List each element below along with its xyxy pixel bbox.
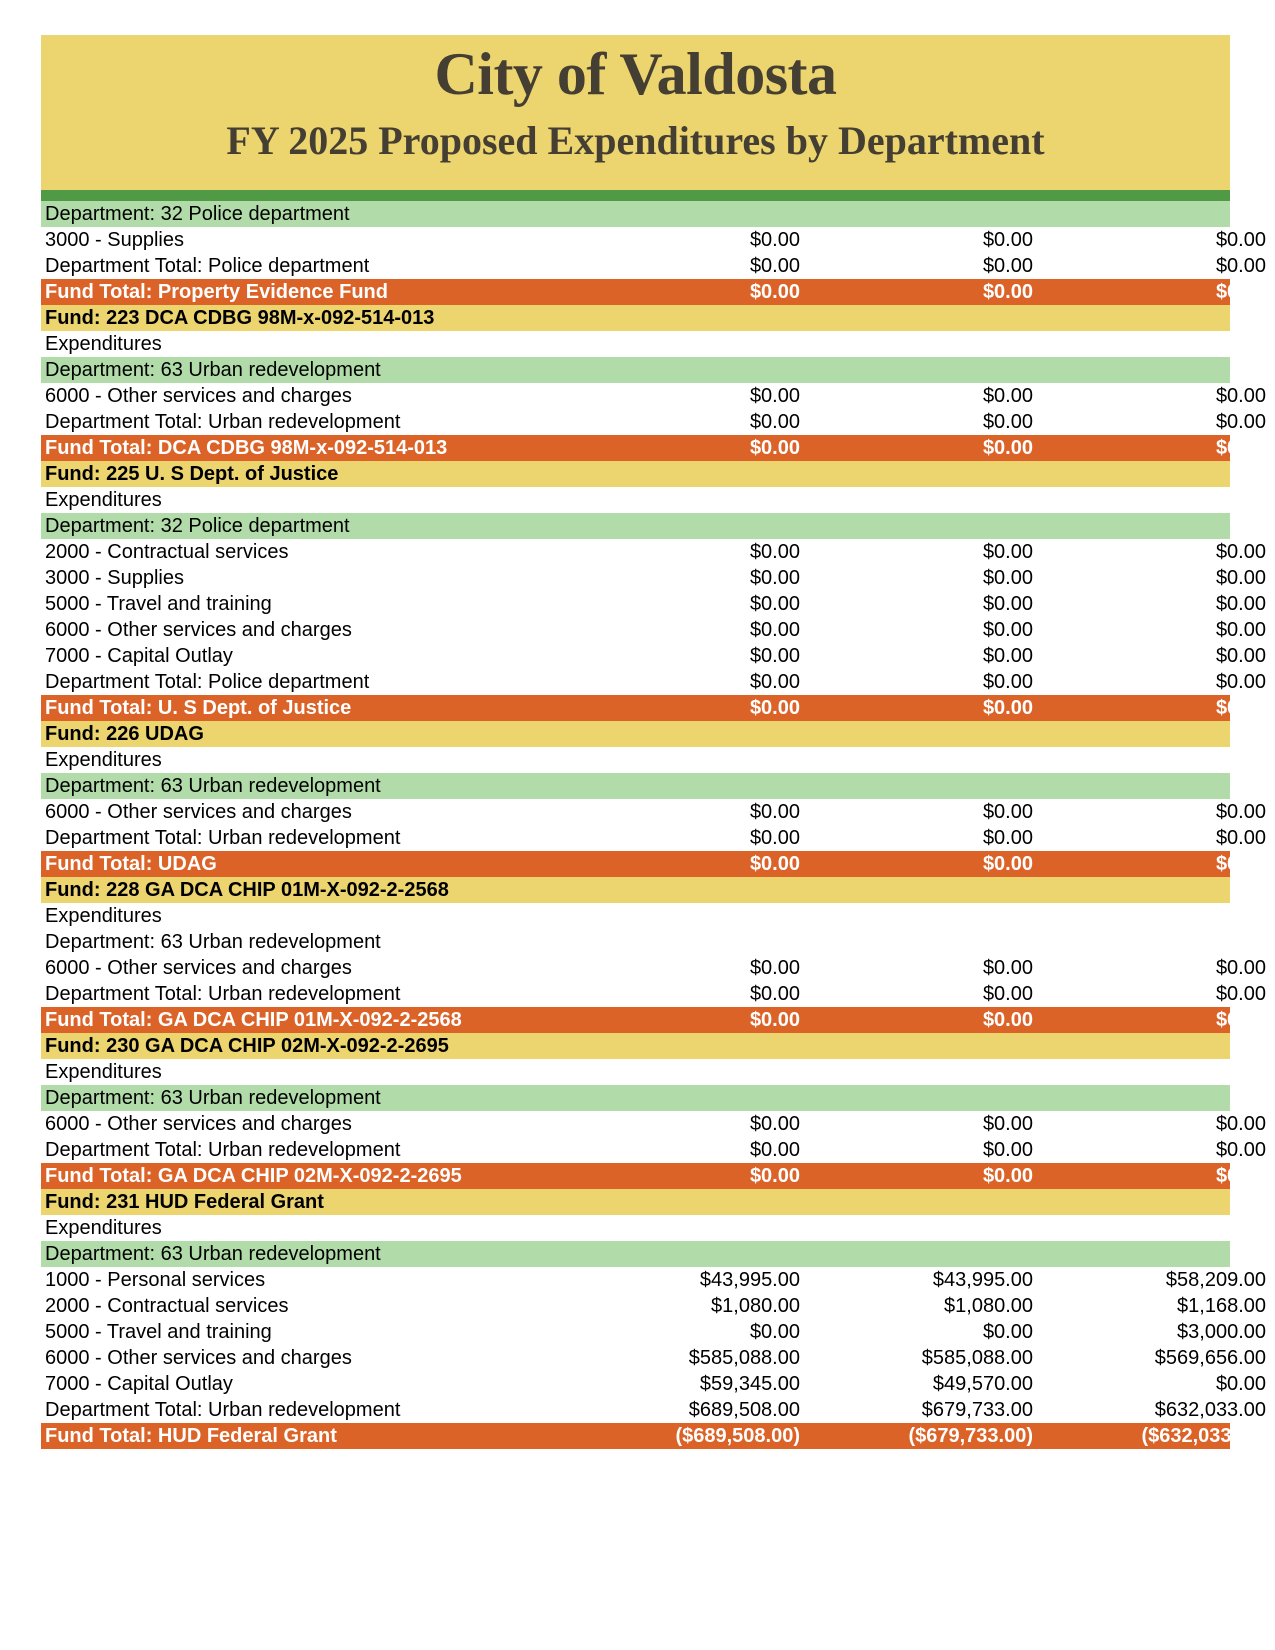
amount-col-1: $0.00 bbox=[749, 957, 800, 979]
amount-col-3: $0.00 bbox=[1215, 671, 1266, 693]
amount-col-1: $0.00 bbox=[749, 1139, 800, 1161]
section-label-row bbox=[41, 903, 1230, 929]
amount-col-1: $0.00 bbox=[749, 697, 800, 719]
amount-col-2: $0.00 bbox=[982, 567, 1033, 589]
line-item-row bbox=[41, 253, 1266, 279]
line-item-row bbox=[41, 383, 1266, 409]
amount-col-2: $0.00 bbox=[982, 229, 1033, 251]
line-item-row bbox=[41, 1267, 1266, 1293]
amount-col-2: $0.00 bbox=[982, 1139, 1033, 1161]
amount-col-1: $0.00 bbox=[749, 593, 800, 615]
amount-col-1: $0.00 bbox=[749, 853, 800, 875]
amount-col-2: $0.00 bbox=[982, 697, 1033, 719]
fund-row bbox=[41, 1033, 1230, 1059]
amount-col-3: $0.00 bbox=[1215, 255, 1266, 277]
row-label: Department: 32 Police department bbox=[45, 203, 350, 225]
section-label-row bbox=[41, 487, 1230, 513]
amount-col-2: $0.00 bbox=[982, 437, 1033, 459]
page-subtitle: FY 2025 Proposed Expenditures by Department bbox=[226, 118, 1045, 163]
row-label: Department Total: Urban redevelopment bbox=[45, 411, 401, 433]
amount-col-3: $0.00 bbox=[1215, 1113, 1266, 1135]
amount-col-1: $0.00 bbox=[749, 567, 800, 589]
row-label: Expenditures bbox=[45, 749, 162, 771]
row-label: Department Total: Police department bbox=[45, 671, 370, 693]
fund-row bbox=[41, 1189, 1230, 1215]
amount-col-1: $0.00 bbox=[749, 281, 800, 303]
amount-col-2: $585,088.00 bbox=[921, 1347, 1033, 1369]
section-label-row bbox=[41, 929, 1230, 955]
amount-col-1: $0.00 bbox=[749, 619, 800, 641]
line-item-row bbox=[41, 591, 1266, 617]
fund-total-row bbox=[41, 851, 1266, 877]
amount-col-1: $0.00 bbox=[749, 1009, 800, 1031]
amount-col-3: $0.00 bbox=[1215, 801, 1266, 823]
row-label: Department: 32 Police department bbox=[45, 515, 350, 537]
row-label: Department Total: Urban redevelopment bbox=[45, 983, 401, 1005]
amount-col-2: $0.00 bbox=[982, 255, 1033, 277]
department-row bbox=[41, 357, 1230, 383]
amount-col-2: $43,995.00 bbox=[932, 1269, 1033, 1291]
amount-col-2: $1,080.00 bbox=[944, 1295, 1033, 1317]
amount-col-1: $0.00 bbox=[749, 827, 800, 849]
row-label: 6000 - Other services and charges bbox=[45, 957, 352, 979]
amount-col-3: $0.00 bbox=[1215, 1139, 1266, 1161]
department-row bbox=[41, 513, 1230, 539]
amount-col-2: $0.00 bbox=[982, 281, 1033, 303]
row-label: Department Total: Urban redevelopment bbox=[45, 1399, 401, 1421]
amount-col-1: $0.00 bbox=[749, 983, 800, 1005]
amount-col-3: $0.00 bbox=[1215, 229, 1266, 251]
amount-col-3: $0.00 bbox=[1215, 567, 1266, 589]
amount-col-1: $0.00 bbox=[749, 671, 800, 693]
amount-col-3: $0.00 bbox=[1215, 957, 1266, 979]
fund-total-row bbox=[41, 695, 1266, 721]
line-item-row bbox=[41, 565, 1266, 591]
row-label: Fund Total: DCA CDBG 98M-x-092-514-013 bbox=[45, 437, 448, 459]
amount-col-2: $0.00 bbox=[982, 827, 1033, 849]
header-divider bbox=[41, 190, 1230, 201]
row-label: 3000 - Supplies bbox=[45, 229, 184, 251]
row-label: Fund: 225 U. S Dept. of Justice bbox=[45, 463, 339, 485]
line-item-row bbox=[41, 825, 1266, 851]
department-row bbox=[41, 1241, 1230, 1267]
amount-col-2: $679,733.00 bbox=[921, 1399, 1033, 1421]
row-label: Fund Total: U. S Dept. of Justice bbox=[45, 697, 352, 719]
amount-col-1: $0.00 bbox=[749, 541, 800, 563]
row-label: 6000 - Other services and charges bbox=[45, 801, 352, 823]
line-item-row bbox=[41, 227, 1266, 253]
row-label: Fund Total: Property Evidence Fund bbox=[45, 281, 388, 303]
amount-col-1: $1,080.00 bbox=[711, 1295, 800, 1317]
fund-total-row bbox=[41, 1007, 1266, 1033]
row-label: Fund: 226 UDAG bbox=[45, 723, 204, 745]
row-label: 2000 - Contractual services bbox=[45, 1295, 289, 1317]
page-title: City of Valdosta bbox=[434, 41, 837, 107]
row-label: 6000 - Other services and charges bbox=[45, 619, 352, 641]
row-label: Department: 63 Urban redevelopment bbox=[45, 931, 381, 953]
row-label: Expenditures bbox=[45, 333, 162, 355]
amount-col-2: $0.00 bbox=[982, 593, 1033, 615]
row-label: Department: 63 Urban redevelopment bbox=[45, 775, 381, 797]
fund-total-row bbox=[41, 435, 1266, 461]
amount-col-1: $0.00 bbox=[749, 229, 800, 251]
amount-col-2: $0.00 bbox=[982, 801, 1033, 823]
line-item-row bbox=[41, 1319, 1266, 1345]
amount-col-3: ($632,033.00) bbox=[1141, 1425, 1266, 1447]
amount-col-1: $0.00 bbox=[749, 1113, 800, 1135]
row-label: Fund Total: GA DCA CHIP 02M-X-092-2-2695 bbox=[45, 1165, 462, 1187]
row-label: Fund Total: GA DCA CHIP 01M-X-092-2-2568 bbox=[45, 1009, 462, 1031]
fund-total-row bbox=[41, 1163, 1266, 1189]
fund-row bbox=[41, 461, 1230, 487]
amount-col-3: $0.00 bbox=[1215, 593, 1266, 615]
line-item-row bbox=[41, 1345, 1266, 1371]
section-label-row bbox=[41, 331, 1230, 357]
department-row bbox=[41, 1085, 1230, 1111]
amount-col-2: $0.00 bbox=[982, 385, 1033, 407]
row-label: 6000 - Other services and charges bbox=[45, 1347, 352, 1369]
row-label: Department: 63 Urban redevelopment bbox=[45, 1243, 381, 1265]
amount-col-3: $0.00 bbox=[1215, 697, 1266, 719]
amount-col-1: $689,508.00 bbox=[688, 1399, 800, 1421]
amount-col-3: $0.00 bbox=[1215, 827, 1266, 849]
row-label: 3000 - Supplies bbox=[45, 567, 184, 589]
amount-col-3: $0.00 bbox=[1215, 541, 1266, 563]
row-label: 6000 - Other services and charges bbox=[45, 385, 352, 407]
amount-col-3: $0.00 bbox=[1215, 853, 1266, 875]
amount-col-1: $43,995.00 bbox=[699, 1269, 800, 1291]
fund-total-row bbox=[41, 279, 1266, 305]
amount-col-1: $0.00 bbox=[749, 385, 800, 407]
amount-col-3: $0.00 bbox=[1215, 437, 1266, 459]
amount-col-3: $0.00 bbox=[1215, 411, 1266, 433]
amount-col-3: $0.00 bbox=[1215, 1165, 1266, 1187]
amount-col-2: $0.00 bbox=[982, 957, 1033, 979]
row-label: Fund: 230 GA DCA CHIP 02M-X-092-2-2695 bbox=[45, 1035, 449, 1057]
amount-col-2: $0.00 bbox=[982, 983, 1033, 1005]
fund-row bbox=[41, 721, 1230, 747]
amount-col-2: $49,570.00 bbox=[932, 1373, 1033, 1395]
amount-col-2: ($679,733.00) bbox=[908, 1425, 1033, 1447]
amount-col-1: $0.00 bbox=[749, 801, 800, 823]
row-label: Fund Total: UDAG bbox=[45, 853, 217, 875]
line-item-row bbox=[41, 955, 1266, 981]
line-item-row bbox=[41, 1293, 1266, 1319]
row-label: Department Total: Urban redevelopment bbox=[45, 1139, 401, 1161]
line-item-row bbox=[41, 981, 1266, 1007]
amount-col-2: $0.00 bbox=[982, 671, 1033, 693]
line-item-row bbox=[41, 539, 1266, 565]
amount-col-3: $0.00 bbox=[1215, 619, 1266, 641]
amount-col-3: $58,209.00 bbox=[1165, 1269, 1266, 1291]
row-label: Fund: 228 GA DCA CHIP 01M-X-092-2-2568 bbox=[45, 879, 449, 901]
row-label: 7000 - Capital Outlay bbox=[45, 1373, 233, 1395]
line-item-row bbox=[41, 799, 1266, 825]
section-label-row bbox=[41, 1059, 1230, 1085]
amount-col-2: $0.00 bbox=[982, 541, 1033, 563]
row-label: 1000 - Personal services bbox=[45, 1269, 266, 1291]
row-label: Fund Total: HUD Federal Grant bbox=[45, 1425, 337, 1447]
row-label: Expenditures bbox=[45, 489, 162, 511]
row-label: 5000 - Travel and training bbox=[45, 593, 272, 615]
amount-col-3: $0.00 bbox=[1215, 1373, 1266, 1395]
amount-col-3: $632,033.00 bbox=[1154, 1399, 1266, 1421]
row-label: 7000 - Capital Outlay bbox=[45, 645, 233, 667]
line-item-row bbox=[41, 1397, 1266, 1423]
fund-row bbox=[41, 877, 1230, 903]
amount-col-1: $0.00 bbox=[749, 437, 800, 459]
section-label-row bbox=[41, 1215, 1230, 1241]
amount-col-3: $3,000.00 bbox=[1177, 1321, 1266, 1343]
line-item-row bbox=[41, 643, 1266, 669]
row-label: Department: 63 Urban redevelopment bbox=[45, 1087, 381, 1109]
amount-col-2: $0.00 bbox=[982, 645, 1033, 667]
line-item-row bbox=[41, 1111, 1266, 1137]
amount-col-3: $0.00 bbox=[1215, 385, 1266, 407]
amount-col-3: $0.00 bbox=[1215, 983, 1266, 1005]
amount-col-1: $0.00 bbox=[749, 411, 800, 433]
department-row bbox=[41, 201, 1230, 227]
amount-col-1: $585,088.00 bbox=[688, 1347, 800, 1369]
amount-col-2: $0.00 bbox=[982, 853, 1033, 875]
row-label: 5000 - Travel and training bbox=[45, 1321, 272, 1343]
line-item-row bbox=[41, 617, 1266, 643]
expenditures-table bbox=[41, 201, 1266, 1449]
amount-col-3: $0.00 bbox=[1215, 645, 1266, 667]
line-item-row bbox=[41, 669, 1266, 695]
line-item-row bbox=[41, 1371, 1266, 1397]
amount-col-3: $0.00 bbox=[1215, 1009, 1266, 1031]
row-label: Expenditures bbox=[45, 1061, 162, 1083]
amount-col-1: $0.00 bbox=[749, 255, 800, 277]
amount-col-1: $0.00 bbox=[749, 1321, 800, 1343]
row-label: Fund: 223 DCA CDBG 98M-x-092-514-013 bbox=[45, 307, 435, 329]
amount-col-3: $569,656.00 bbox=[1154, 1347, 1266, 1369]
amount-col-1: $0.00 bbox=[749, 1165, 800, 1187]
row-label: Expenditures bbox=[45, 905, 162, 927]
fund-total-row bbox=[41, 1423, 1266, 1449]
line-item-row bbox=[41, 1137, 1266, 1163]
page-header bbox=[41, 35, 1230, 190]
amount-col-1: ($689,508.00) bbox=[675, 1425, 800, 1447]
amount-col-2: $0.00 bbox=[982, 1165, 1033, 1187]
amount-col-3: $0.00 bbox=[1215, 281, 1266, 303]
section-label-row bbox=[41, 747, 1230, 773]
row-label: 6000 - Other services and charges bbox=[45, 1113, 352, 1135]
fund-row bbox=[41, 305, 1230, 331]
amount-col-1: $59,345.00 bbox=[699, 1373, 800, 1395]
amount-col-2: $0.00 bbox=[982, 1113, 1033, 1135]
amount-col-1: $0.00 bbox=[749, 645, 800, 667]
row-label: Fund: 231 HUD Federal Grant bbox=[45, 1191, 324, 1213]
row-label: Department Total: Urban redevelopment bbox=[45, 827, 401, 849]
amount-col-2: $0.00 bbox=[982, 1009, 1033, 1031]
amount-col-3: $1,168.00 bbox=[1177, 1295, 1266, 1317]
amount-col-2: $0.00 bbox=[982, 1321, 1033, 1343]
amount-col-2: $0.00 bbox=[982, 411, 1033, 433]
amount-col-2: $0.00 bbox=[982, 619, 1033, 641]
row-label: Expenditures bbox=[45, 1217, 162, 1239]
row-label: 2000 - Contractual services bbox=[45, 541, 289, 563]
line-item-row bbox=[41, 409, 1266, 435]
row-label: Department Total: Police department bbox=[45, 255, 370, 277]
row-label: Department: 63 Urban redevelopment bbox=[45, 359, 381, 381]
department-row bbox=[41, 773, 1230, 799]
